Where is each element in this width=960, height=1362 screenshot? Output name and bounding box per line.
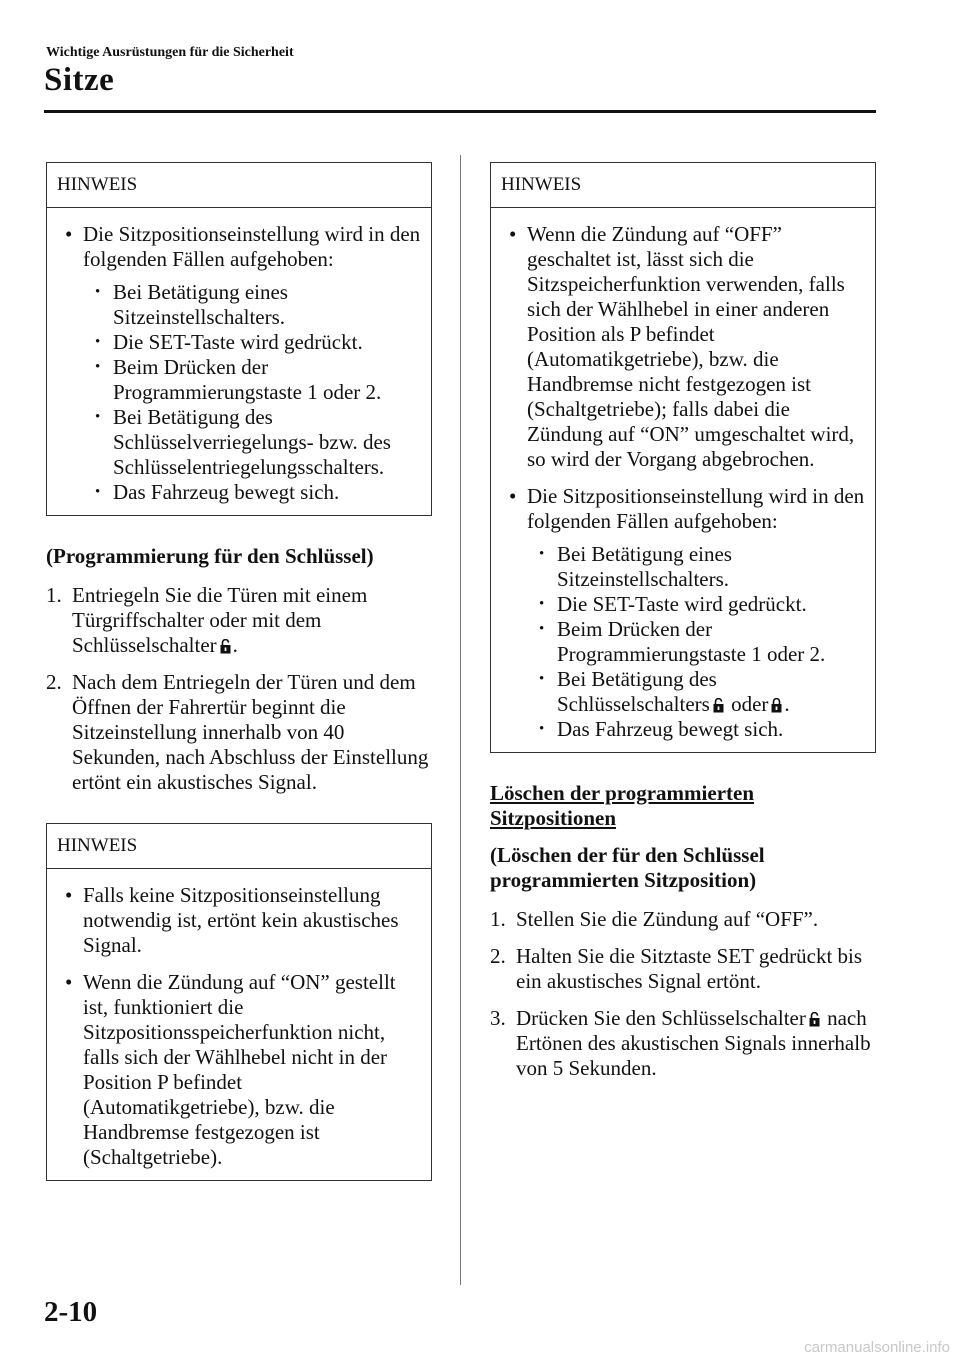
page-number: 2-10 <box>44 1296 98 1328</box>
subheading-key-programming: (Programmierung für den Schlüssel) <box>46 544 374 568</box>
note-bullet <box>57 222 421 505</box>
step-text: Drücken Sie den Schlüsselschalter <box>516 1006 806 1030</box>
step-2 <box>46 670 432 795</box>
note-subitem <box>527 667 865 717</box>
note-heading: HINWEIS <box>47 824 431 869</box>
column-divider <box>460 155 461 1285</box>
step-number: 2. <box>490 944 506 968</box>
note-bullet-text: Die Sitzpositionseinstellung wird in den folgenden Fällen aufgehoben: <box>83 222 421 271</box>
note-subitem: • Bei Betätigung eines Sitzeinstellschalters. <box>527 542 865 592</box>
unlock-key-icon <box>713 698 724 713</box>
note-subitem-text: Bei Betätigung des Schlüsselschalters <box>557 667 717 716</box>
note-subitem-or: oder <box>731 692 769 716</box>
note-bullet: • Wenn die Zündung auf “OFF” geschaltet ist, lässt sich die Sitzspeicherfunktion verwenden, falls sich der Wählhebel in einer anderen Position als P befindet (Automatikgetriebe), bzw. die Handbremse nicht festgezogen ist (Schaltgetriebe); falls dabei die Zündung auf “ON” umgeschaltet wird, so wird der Vorgang abgebrochen. <box>501 222 865 472</box>
note-box-no-adjustment <box>46 823 432 1181</box>
note-bullet: • Wenn die Zündung auf “ON” gestellt ist, funktioniert die Sitzpositionsspeicherfunktion nicht, falls sich der Wählhebel nicht in der Position P befindet (Automatikgetriebe), bzw. die Handbremse festgezogen ist (Schaltgetriebe). <box>57 970 421 1170</box>
note-box-cancel-conditions <box>46 162 432 516</box>
title-rule <box>44 110 876 113</box>
unlock-key-icon <box>809 1012 820 1027</box>
step-1 <box>490 907 876 932</box>
note-body <box>47 208 431 515</box>
step-text: Entriegeln Sie die Türen mit einem Türgriffschalter oder mit dem Schlüsselschalter <box>72 583 368 657</box>
note-bullet: • Falls keine Sitzpositionseinstellung notwendig ist, ertönt kein akustisches Signal. <box>57 883 421 958</box>
note-heading: HINWEIS <box>491 163 875 208</box>
lock-key-icon <box>771 698 782 713</box>
note-subitem: • Beim Drücken der Programmierungstaste 1 oder 2. <box>527 617 865 667</box>
step-text: Stellen Sie die Zündung auf “OFF”. <box>516 907 819 931</box>
section-title-delete-positions[interactable]: Löschen der programmierten Sitzpositionen <box>490 781 755 830</box>
note-subitem-end: . <box>784 692 790 716</box>
note-subitem: • Das Fahrzeug bewegt sich. <box>83 480 421 505</box>
note-sublist <box>83 280 421 505</box>
step-text-end: . <box>232 633 238 657</box>
watermark: carmanualsonline.info <box>804 1339 950 1356</box>
step-text-continued: nach Ertönen des akustischen Signals innerhalb von 5 Sekunden. <box>516 1006 871 1080</box>
note-subitem: • Bei Betätigung des Schlüsselverriegelungs- bzw. des Schlüsselentriegelungsschalters. <box>83 405 421 480</box>
note-body <box>47 869 431 1180</box>
page-title: Sitze <box>44 62 115 98</box>
note-bullet-text: Die Sitzpositionseinstellung wird in den folgenden Fällen aufgehoben: <box>527 484 865 533</box>
note-box-ignition-off <box>490 162 876 753</box>
step-text: Halten Sie die Sitztaste SET gedrückt bis ein akustisches Signal ertönt. <box>516 944 863 993</box>
step-number: 2. <box>46 670 62 694</box>
unlock-key-icon <box>220 639 231 654</box>
right-column <box>490 162 876 1093</box>
note-subitem: • Bei Betätigung eines Sitzeinstellschalters. <box>83 280 421 330</box>
left-column <box>46 162 432 1209</box>
step-text: Nach dem Entriegeln der Türen und dem Öffnen der Fahrertür beginnt die Sitzeinstellung innerhalb von 40 Sekunden, nach Abschluss der Einstellung ertönt ein akustisches Signal. <box>72 670 429 794</box>
note-bullet <box>501 484 865 742</box>
subheading-delete-key-position: (Löschen der für den Schlüssel programmierten Sitzposition) <box>490 843 765 892</box>
step-2 <box>490 944 876 994</box>
note-sublist <box>527 542 865 742</box>
note-body <box>491 208 875 752</box>
step-number: 1. <box>490 907 506 931</box>
note-subitem: • Das Fahrzeug bewegt sich. <box>527 717 865 742</box>
step-number: 1. <box>46 583 62 607</box>
step-number: 3. <box>490 1006 506 1030</box>
note-subitem: • Beim Drücken der Programmierungstaste 1 oder 2. <box>83 355 421 405</box>
note-subitem: • Die SET-Taste wird gedrückt. <box>527 592 865 617</box>
step-3 <box>490 1006 876 1081</box>
note-subitem: • Die SET-Taste wird gedrückt. <box>83 330 421 355</box>
step-1 <box>46 583 432 658</box>
breadcrumb: Wichtige Ausrüstungen für die Sicherheit <box>46 45 294 60</box>
note-heading: HINWEIS <box>47 163 431 208</box>
